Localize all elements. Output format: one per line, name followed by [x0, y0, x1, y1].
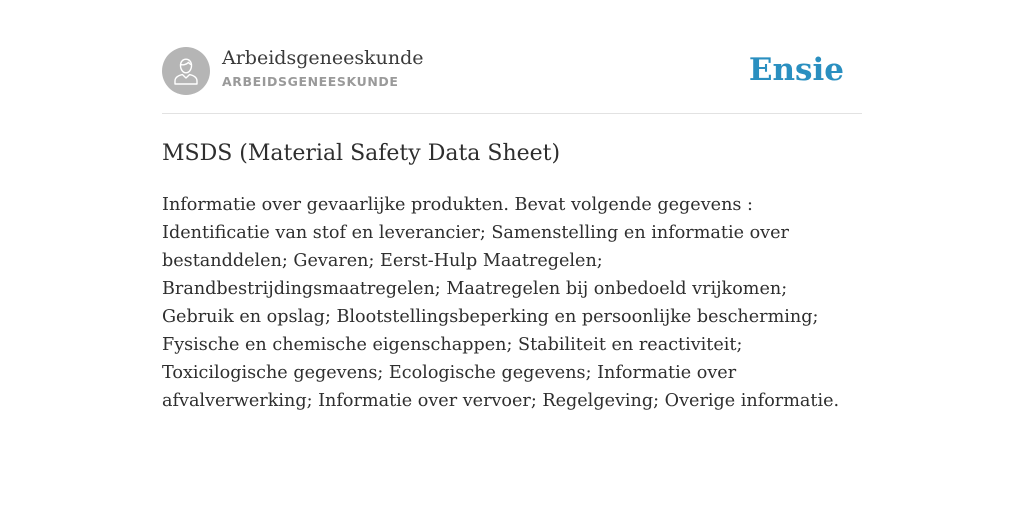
entry-card [162, 46, 862, 415]
author-category[interactable]: ARBEIDSGENEESKUNDE [222, 74, 399, 89]
entry-header [162, 46, 862, 114]
entry-definition: Informatie over gevaarlijke produkten. Bevat volgende gegevens : Identificatie van stof en leverancier; Samenstelling en informatie over bestanddelen; Gevaren; Eerst-Hulp Maatregelen; Brandbestrijdingsmaatregelen; Maatregelen bij onbedoeld vrijkomen; Gebruik en opslag; Blootstellingsbeperking en persoonlijke bescherming; Fysische en chemische eigenschappen; Stabiliteit en reactiviteit; Toxicilogische gegevens; Ecologische gegevens; Informatie over afvalverwerking; Informatie over vervoer; Regelgeving; Overige informatie. [162, 195, 840, 411]
user-icon [172, 56, 200, 86]
brand-logo[interactable]: Ensie [748, 52, 844, 88]
avatar[interactable] [162, 47, 210, 95]
author-name[interactable]: Arbeidsgeneeskunde [222, 47, 424, 69]
entry-title: MSDS (Material Safety Data Sheet) [162, 141, 561, 166]
